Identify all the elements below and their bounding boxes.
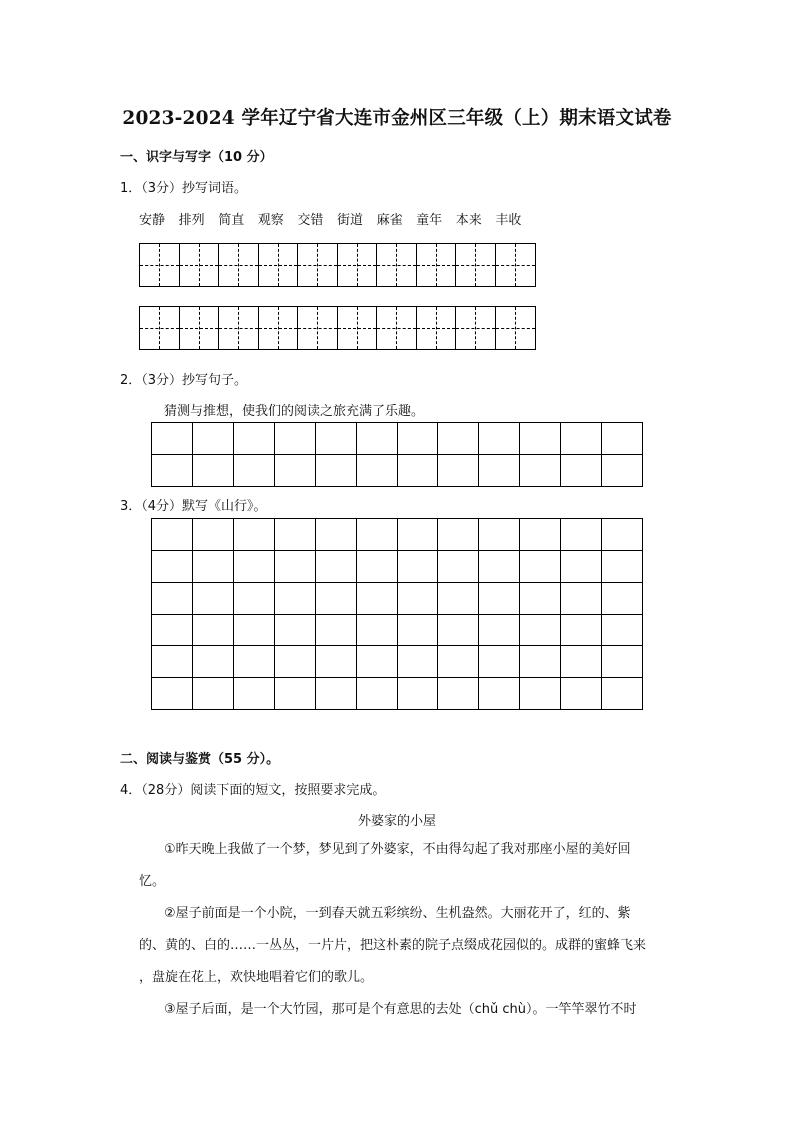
grid-cell[interactable]	[357, 455, 398, 487]
grid-cell[interactable]	[357, 519, 398, 551]
grid-cell[interactable]	[479, 615, 520, 647]
grid-cell[interactable]	[357, 551, 398, 583]
grid-cell[interactable]	[275, 519, 316, 551]
grid-cell[interactable]	[520, 423, 561, 455]
grid-cell[interactable]	[438, 678, 479, 710]
grid-cell[interactable]	[438, 519, 479, 551]
tianzige-row-2[interactable]	[139, 306, 536, 350]
grid-cell[interactable]	[561, 678, 602, 710]
grid-cell[interactable]	[602, 583, 643, 615]
question-4-label: 4．（28分）阅读下面的短文，按照要求完成。	[120, 783, 386, 798]
grid-cell[interactable]	[357, 615, 398, 647]
grid-cell[interactable]	[479, 455, 520, 487]
grid-cell[interactable]	[602, 646, 643, 678]
grid-cell[interactable]	[561, 583, 602, 615]
grid-cell[interactable]	[234, 615, 275, 647]
grid-cell[interactable]	[561, 615, 602, 647]
word-item: 童年	[416, 213, 443, 228]
grid-cell[interactable]	[479, 423, 520, 455]
grid-cell[interactable]	[193, 519, 234, 551]
grid-cell[interactable]	[193, 551, 234, 583]
grid-cell[interactable]	[438, 423, 479, 455]
grid-cell[interactable]	[561, 646, 602, 678]
grid-cell[interactable]	[316, 615, 357, 647]
grid-cell[interactable]	[479, 583, 520, 615]
grid-cell[interactable]	[520, 646, 561, 678]
grid-cell[interactable]	[398, 519, 439, 551]
word-item: 丰收	[495, 213, 522, 228]
grid-cell[interactable]	[316, 551, 357, 583]
grid-cell[interactable]	[602, 615, 643, 647]
writing-grid-poem[interactable]	[151, 518, 643, 710]
grid-cell[interactable]	[316, 678, 357, 710]
grid-cell[interactable]	[602, 678, 643, 710]
grid-cell[interactable]	[438, 646, 479, 678]
grid-cell[interactable]	[316, 423, 357, 455]
grid-cell[interactable]	[398, 423, 439, 455]
word-item: 交错	[297, 213, 324, 228]
grid-cell[interactable]	[520, 455, 561, 487]
word-item: 本来	[455, 213, 482, 228]
grid-cell[interactable]	[152, 678, 193, 710]
grid-cell[interactable]	[316, 583, 357, 615]
grid-cell[interactable]	[479, 646, 520, 678]
grid-cell[interactable]	[316, 646, 357, 678]
word-item: 麻雀	[376, 213, 403, 228]
grid-cell[interactable]	[193, 583, 234, 615]
grid-cell[interactable]	[520, 551, 561, 583]
grid-cell[interactable]	[316, 519, 357, 551]
grid-cell[interactable]	[234, 551, 275, 583]
grid-cell[interactable]	[357, 583, 398, 615]
grid-cell[interactable]	[193, 455, 234, 487]
tianzige-row-1[interactable]	[139, 243, 536, 287]
grid-cell[interactable]	[561, 455, 602, 487]
grid-cell[interactable]	[193, 646, 234, 678]
grid-cell[interactable]	[520, 615, 561, 647]
question-1-label: 1．（3分）抄写词语。	[120, 181, 248, 196]
grid-cell[interactable]	[520, 519, 561, 551]
grid-cell[interactable]	[479, 551, 520, 583]
grid-cell[interactable]	[561, 423, 602, 455]
grid-cell[interactable]	[316, 455, 357, 487]
exam-title: 2023-2024 学年辽宁省大连市金州区三年级（上）期末语文试卷	[122, 108, 672, 129]
grid-cell[interactable]	[152, 423, 193, 455]
grid-cell[interactable]	[275, 646, 316, 678]
word-item: 排列	[178, 213, 205, 228]
para-2-line-2: 的、黄的、白的……一丛丛，一片片，把这朴素的院子点缀成花园似的。成群的蜜蜂飞来	[139, 938, 647, 953]
grid-cell[interactable]	[438, 455, 479, 487]
grid-cell[interactable]	[152, 615, 193, 647]
grid-cell[interactable]	[234, 678, 275, 710]
grid-cell[interactable]	[398, 583, 439, 615]
grid-cell[interactable]	[193, 678, 234, 710]
grid-cell[interactable]	[234, 646, 275, 678]
grid-cell[interactable]	[398, 646, 439, 678]
word-item: 简直	[218, 213, 245, 228]
para-2-line-3: ，盘旋在花上，欢快地唱着它们的歌儿。	[139, 970, 374, 985]
grid-cell[interactable]	[602, 519, 643, 551]
grid-cell[interactable]	[275, 423, 316, 455]
grid-cell[interactable]	[561, 551, 602, 583]
grid-cell[interactable]	[602, 455, 643, 487]
grid-cell[interactable]	[602, 551, 643, 583]
grid-cell[interactable]	[479, 678, 520, 710]
grid-cell[interactable]	[438, 551, 479, 583]
grid-cell[interactable]	[561, 519, 602, 551]
grid-cell[interactable]	[398, 615, 439, 647]
grid-cell[interactable]	[152, 551, 193, 583]
question-2-label: 2．（3分）抄写句子。	[120, 373, 248, 388]
grid-cell[interactable]	[479, 519, 520, 551]
copy-sentence: 猜测与推想，使我们的阅读之旅充满了乐趣。	[164, 404, 425, 419]
grid-cell[interactable]	[357, 678, 398, 710]
word-item: 街道	[336, 213, 363, 228]
grid-cell[interactable]	[398, 678, 439, 710]
grid-cell[interactable]	[275, 615, 316, 647]
question-3-label: 3．（4分）默写《山行》。	[120, 499, 267, 514]
grid-cell[interactable]	[234, 423, 275, 455]
grid-cell[interactable]	[193, 615, 234, 647]
grid-cell[interactable]	[275, 678, 316, 710]
para-2-line-1: ②屋子前面是一个小院，一到春天就五彩缤纷、生机盎然。大丽花开了，红的、紫	[164, 906, 631, 921]
grid-cell[interactable]	[152, 455, 193, 487]
grid-cell[interactable]	[275, 455, 316, 487]
grid-cell[interactable]	[152, 519, 193, 551]
para-1-line-2: 忆。	[139, 874, 166, 889]
grid-cell[interactable]	[357, 646, 398, 678]
grid-cell[interactable]	[275, 583, 316, 615]
grid-cell[interactable]	[438, 615, 479, 647]
writing-grid-sentence[interactable]	[151, 422, 643, 487]
word-list	[139, 209, 535, 228]
grid-cell[interactable]	[234, 519, 275, 551]
grid-cell[interactable]	[193, 423, 234, 455]
grid-cell[interactable]	[357, 423, 398, 455]
section-2-heading: 二、阅读与鉴赏（55 分）。	[120, 752, 280, 767]
section-1-heading: 一、识字与写字（10 分）	[120, 150, 273, 165]
grid-cell[interactable]	[398, 455, 439, 487]
para-1-line-1: ①昨天晚上我做了一个梦，梦见到了外婆家，不由得勾起了我对那座小屋的美好回	[164, 842, 631, 857]
grid-cell[interactable]	[234, 583, 275, 615]
grid-cell[interactable]	[152, 646, 193, 678]
grid-cell[interactable]	[398, 551, 439, 583]
grid-cell[interactable]	[275, 551, 316, 583]
grid-cell[interactable]	[438, 583, 479, 615]
word-item: 安静	[139, 213, 166, 228]
para-3-line-1: ③屋子后面，是一个大竹园，那可是个有意思的去处（chǔ chù）。一竿竿翠竹不时	[164, 1002, 637, 1017]
story-title: 外婆家的小屋	[357, 814, 436, 829]
grid-cell[interactable]	[234, 455, 275, 487]
grid-cell[interactable]	[152, 583, 193, 615]
grid-cell[interactable]	[520, 583, 561, 615]
grid-cell[interactable]	[520, 678, 561, 710]
grid-cell[interactable]	[602, 423, 643, 455]
word-item: 观察	[257, 213, 284, 228]
